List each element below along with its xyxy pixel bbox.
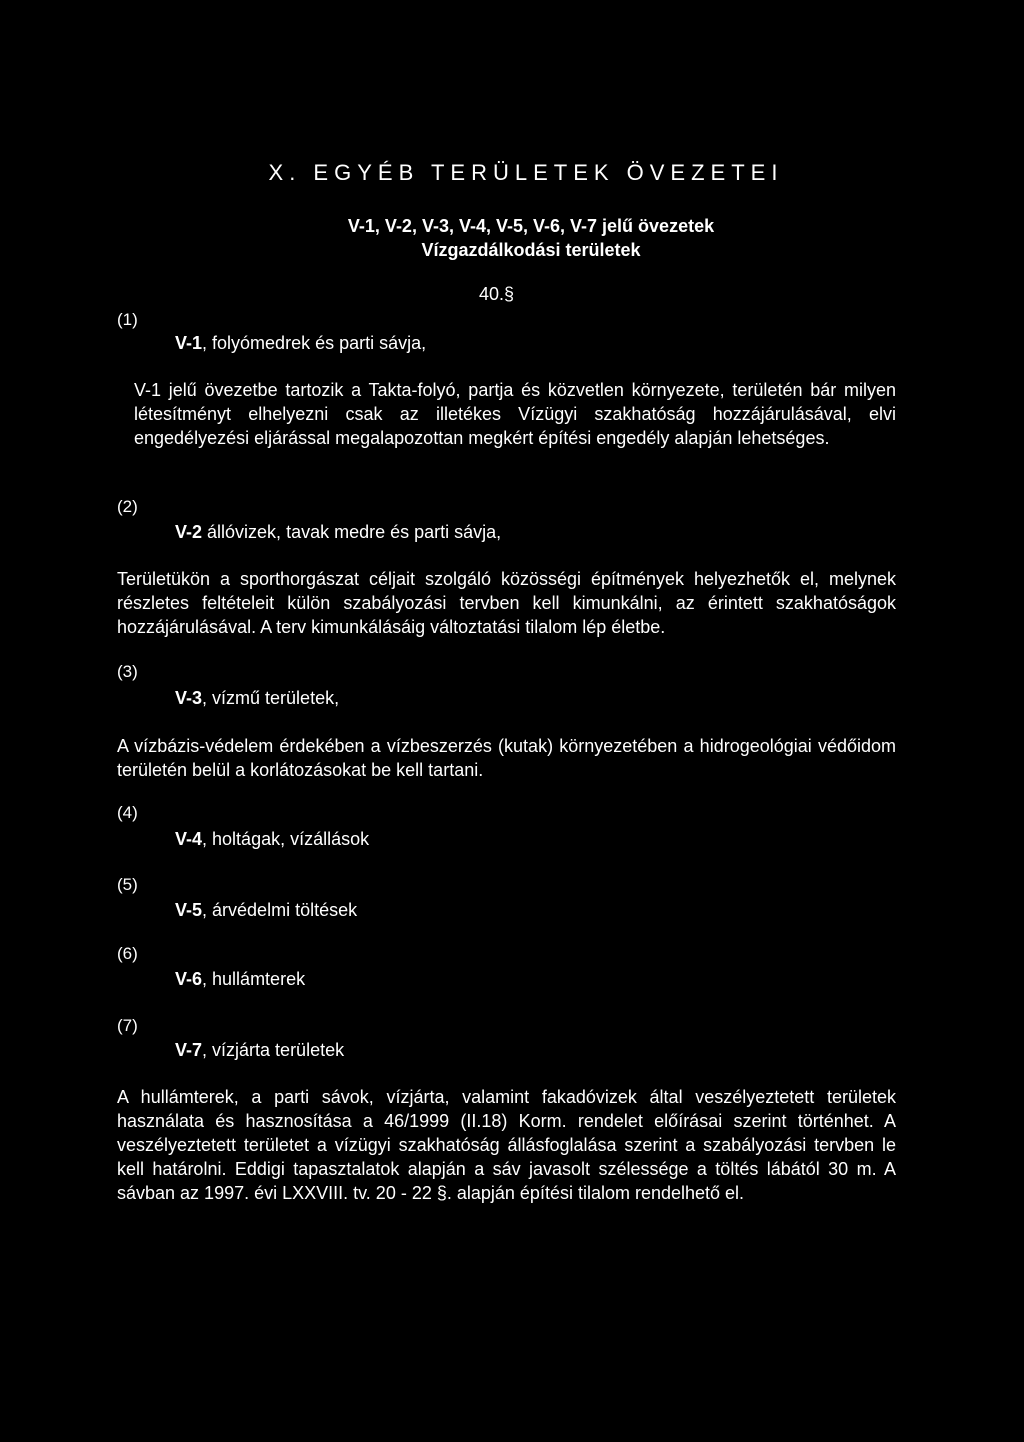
paragraph-v4-v7: A hullámterek, a parti sávok, vízjárta, valamint fakadóvizek által veszélyeztetett területek használata és hasznosítása a 46/1999 (II.18) Korm. rendelet előírásai szerint történhet. A veszélyeztetett területet a vízügyi szakhatóság állásfoglalása szerint a szabályozási tervben le kell határolni. Eddigi tapasztalatok alapján a sáv javasolt szélessége a töltés lábától 30 m. A sávban az 1997. évi LXXVIII. tv. 20 - 22 §. alapján építési tilalom rendelhető el. xyxy=(117,1087,896,1203)
item-number-6: (6) xyxy=(117,944,138,963)
item-code-6: V-6 xyxy=(175,969,203,989)
item-code-1: V-1 xyxy=(175,333,203,353)
item-heading-5 xyxy=(175,900,357,921)
item-label-1: , folyómedrek és parti sávja, xyxy=(202,333,427,353)
item-code-3: V-3 xyxy=(175,688,203,708)
item-number-7: (7) xyxy=(117,1016,138,1035)
item-number-5: (5) xyxy=(117,875,138,894)
paragraph-v2: Területükön a sporthorgászat céljait szolgáló közösségi építmények helyezhetők el, melynek részletes feltételeit külön szabályozási tervben kell kimunkálni, az érintett szakhatóságok hozzájárulásával. A terv kimunkálásáig változtatási tilalom lép életbe. xyxy=(117,569,896,637)
category-subtitle: Vízgazdálkodási területek xyxy=(421,240,641,260)
item-heading-7 xyxy=(175,1040,344,1061)
item-number-2: (2) xyxy=(117,497,138,516)
item-label-6: , hullámterek xyxy=(202,969,306,989)
item-code-4: V-4 xyxy=(175,829,203,849)
zone-list-subtitle: V-1, V-2, V-3, V-4, V-5, V-6, V-7 jelű övezetek xyxy=(347,216,715,236)
item-heading-4 xyxy=(175,829,369,850)
item-number-4: (4) xyxy=(117,803,138,822)
item-heading-3 xyxy=(175,688,339,709)
item-code-7: V-7 xyxy=(175,1040,203,1060)
item-code-5: V-5 xyxy=(175,900,203,920)
item-number-3: (3) xyxy=(117,662,138,681)
item-number-1: (1) xyxy=(117,310,138,329)
item-label-2: állóvizek, tavak medre és parti sávja, xyxy=(202,522,502,542)
paragraph-v1: V-1 jelű övezetbe tartozik a Takta-folyó, partja és közvetlen környezete, területén bár milyen létesítményt elhelyezni csak az illetékes Vízügyi szakhatóság hozzájárulásával, elvi engedélyezési eljárással megalapozottan megkért építési engedély alapján lehetséges. xyxy=(134,380,896,448)
item-heading-6 xyxy=(175,969,305,990)
item-label-5: , árvédelmi töltések xyxy=(202,900,358,920)
chapter-title: X. EGYÉB TERÜLETEK ÖVEZETEI xyxy=(268,160,784,185)
item-label-4: , holtágak, vízállások xyxy=(202,829,370,849)
item-label-7: , vízjárta területek xyxy=(202,1040,345,1060)
item-heading-1 xyxy=(175,333,426,354)
item-heading-2 xyxy=(175,522,501,543)
paragraph-v3: A vízbázis-védelem érdekében a vízbeszerzés (kutak) környezetében a hidrogeológiai védőidom területén belül a korlátozásokat be kell tartani. xyxy=(117,736,896,780)
item-label-3: , vízmű területek, xyxy=(202,688,340,708)
section-number: 40.§ xyxy=(479,284,515,304)
item-code-2: V-2 xyxy=(175,522,203,542)
